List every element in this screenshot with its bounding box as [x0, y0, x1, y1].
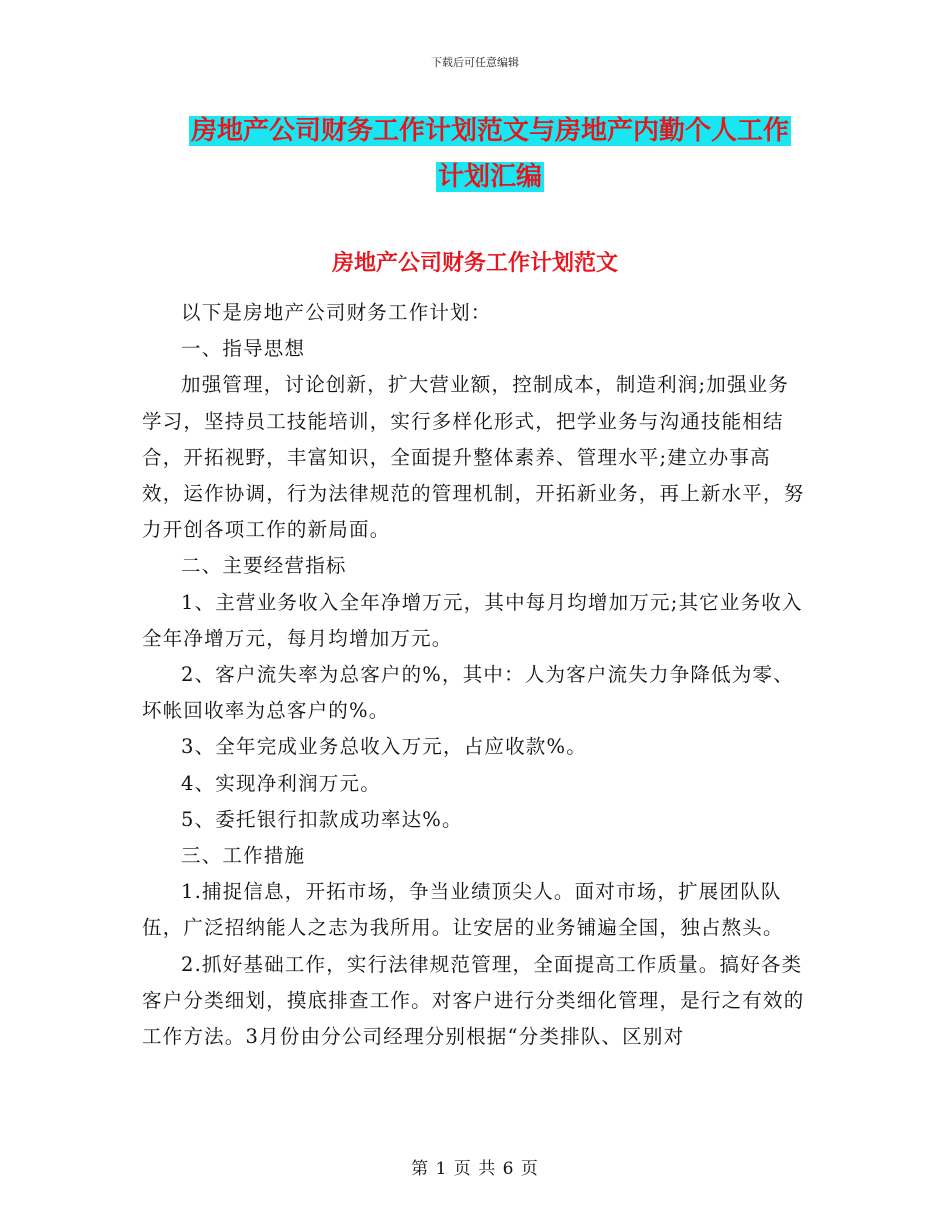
- paragraph: 3、全年完成业务总收入万元，占应收款%。: [181, 735, 587, 759]
- paragraph: 三、工作措施: [181, 844, 306, 868]
- page-number-footer: 第 1 页 共 6 页: [411, 1159, 539, 1179]
- paragraph: 以下是房地产公司财务工作计划：: [181, 301, 492, 324]
- paragraph: 4、实现净利润万元。: [181, 771, 381, 795]
- paragraph: 加强管理，讨论创新，扩大营业额，控制成本，制造利润;加强业务学习，坚持员工技能培训，实行多样化形式，把学业务与沟通技能相结合，开拓视野，丰富知识，全面提升整体素养、管理水平;建立办事高效，运作协调，行为法律规范的管理机制，开拓新业务，再上新水平，努力开创各项工作的新局面。: [142, 373, 805, 542]
- section-title: 房地产公司财务工作计划范文: [331, 250, 618, 276]
- document-body: [142, 295, 808, 1055]
- document-title-line-1: 房地产公司财务工作计划范文与房地产内勤个人工作: [190, 116, 789, 146]
- paragraph: 一、指导思想: [181, 337, 306, 361]
- paragraph: 2、客户流失率为总客户的%，其中：人为客户流失力争降低为零、坏帐回收率为总客户的%。: [142, 663, 794, 723]
- paragraph: 2.抓好基础工作，实行法律规范管理，全面提高工作质量。搞好各类客户分类细划，摸底排查工作。对客户进行分类细化管理，是行之有效的工作方法。3月份由分公司经理分别根据“分类排队、区别对: [142, 952, 805, 1049]
- document-title-line-2: 计划汇编: [437, 162, 542, 192]
- paragraph: 二、主要经营指标: [181, 554, 347, 578]
- paragraph: 1.捕捉信息，开拓市场，争当业绩顶尖人。面对市场，扩展团队队伍，广泛招纳能人之志为我所用。让安居的业务铺遍全国，独占熬头。: [142, 880, 784, 940]
- paragraph: 5、委托银行扣款成功率达%。: [181, 807, 463, 831]
- header-note: 下载后可任意编辑: [431, 56, 519, 69]
- paragraph: 1、主营业务收入全年净增万元，其中每月均增加万元;其它业务收入全年净增万元，每月均增加万元。: [142, 590, 803, 650]
- document-title: [140, 108, 840, 200]
